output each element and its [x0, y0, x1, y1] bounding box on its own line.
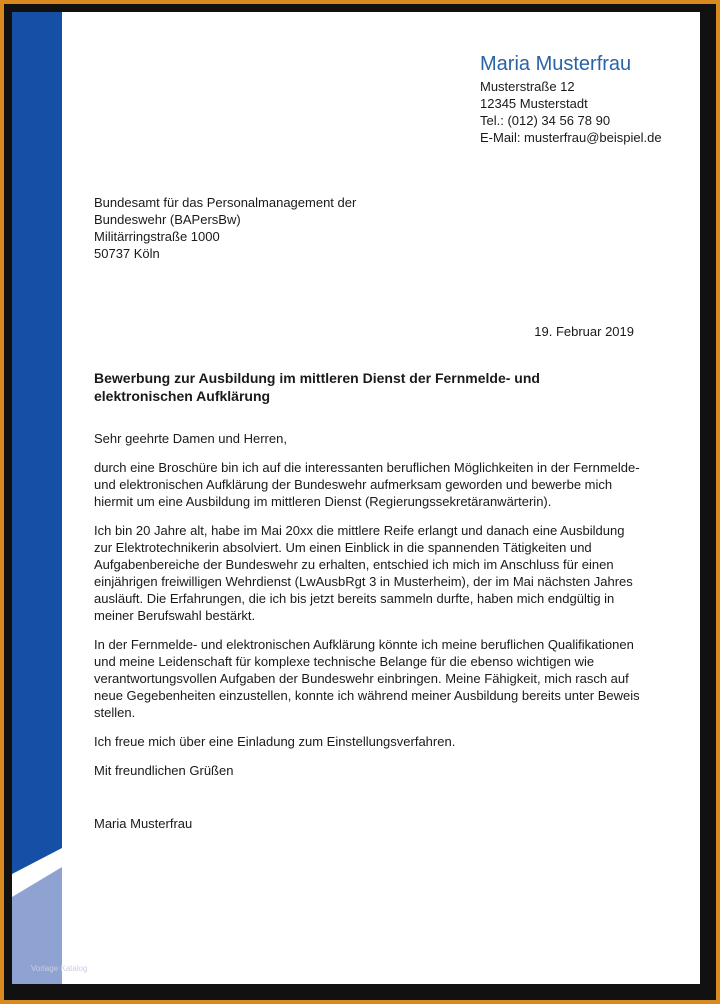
sender-street: Musterstraße 12	[480, 79, 575, 94]
letter-date: 19. Februar 2019	[534, 324, 634, 339]
body-paragraph: Ich bin 20 Jahre alt, habe im Mai 20xx die mittlere Reife erlangt und danach eine Ausbildung zur Elektrotechnikerin absolviert. Um einen Einblick in die spannenden Tätigkeiten und Aufgabenbereiche der Bundeswehr zu erhalten, entschied ich mich im Anschluss für einen einjährigen freiwilligen Wehrdienst (LwAusbRgt 3 in Musterheim), der im Mai nächsten Jahres ausläuft. Die Erfahrungen, die ich bis jetzt bereits sammeln durfte, haben mich endgültig in meiner Berufswahl bestärkt.	[94, 523, 633, 623]
closing: Mit freundlichen Grüßen	[94, 763, 234, 778]
recipient-street: Militärringstraße 1000	[94, 229, 220, 244]
decorative-side-band	[12, 12, 62, 984]
signature-name: Maria Musterfrau	[94, 816, 193, 831]
body-paragraph: In der Fernmelde- und elektronischen Aufklärung könnte ich meine beruflichen Qualifikationen und meine Leidenschaft für komplexe technische Belange für die ebenso wichtigen wie verantwortungsvollen Aufgaben der Bundeswehr einbringen. Meine Fähigkeit, mich rasch auf neue Gegebenheiten einzustellen, konnte ich während meiner Ausbildung bereits unter Beweis stellen.	[94, 637, 640, 720]
sender-city: 12345 Musterstadt	[480, 96, 588, 111]
letter-body	[94, 430, 642, 791]
recipient-line2: Bundeswehr (BAPersBw)	[94, 212, 241, 227]
watermark: Vorlage Katalog	[31, 964, 88, 973]
recipient-line1: Bundesamt für das Personalmanagement der	[94, 195, 357, 210]
letter-page	[12, 12, 700, 984]
sender-phone: Tel.: (012) 34 56 78 90	[480, 113, 611, 128]
recipient-block	[94, 194, 356, 262]
salutation: Sehr geehrte Damen und Herren,	[94, 431, 287, 446]
body-paragraph: Ich freue mich über eine Einladung zum Einstellungsverfahren.	[94, 734, 456, 749]
sender-name: Maria Musterfrau	[480, 53, 632, 75]
sender-email: E-Mail: musterfrau@beispiel.de	[480, 130, 662, 145]
letter-subject: Bewerbung zur Ausbildung im mittleren Dienst der Fernmelde- und elektronischen Aufklärung	[94, 370, 540, 404]
body-paragraph: durch eine Broschüre bin ich auf die interessanten beruflichen Möglichkeiten in der Fernmelde- und elektronischen Aufklärung der Bundeswehr aufmerksam geworden und bewerbe mich hiermit um eine Ausbildung im mittleren Dienst (Regierungssekretäranwärterin).	[94, 460, 640, 509]
recipient-city: 50737 Köln	[94, 246, 160, 261]
sender-block	[480, 52, 662, 146]
band-dark-segment	[12, 12, 62, 874]
